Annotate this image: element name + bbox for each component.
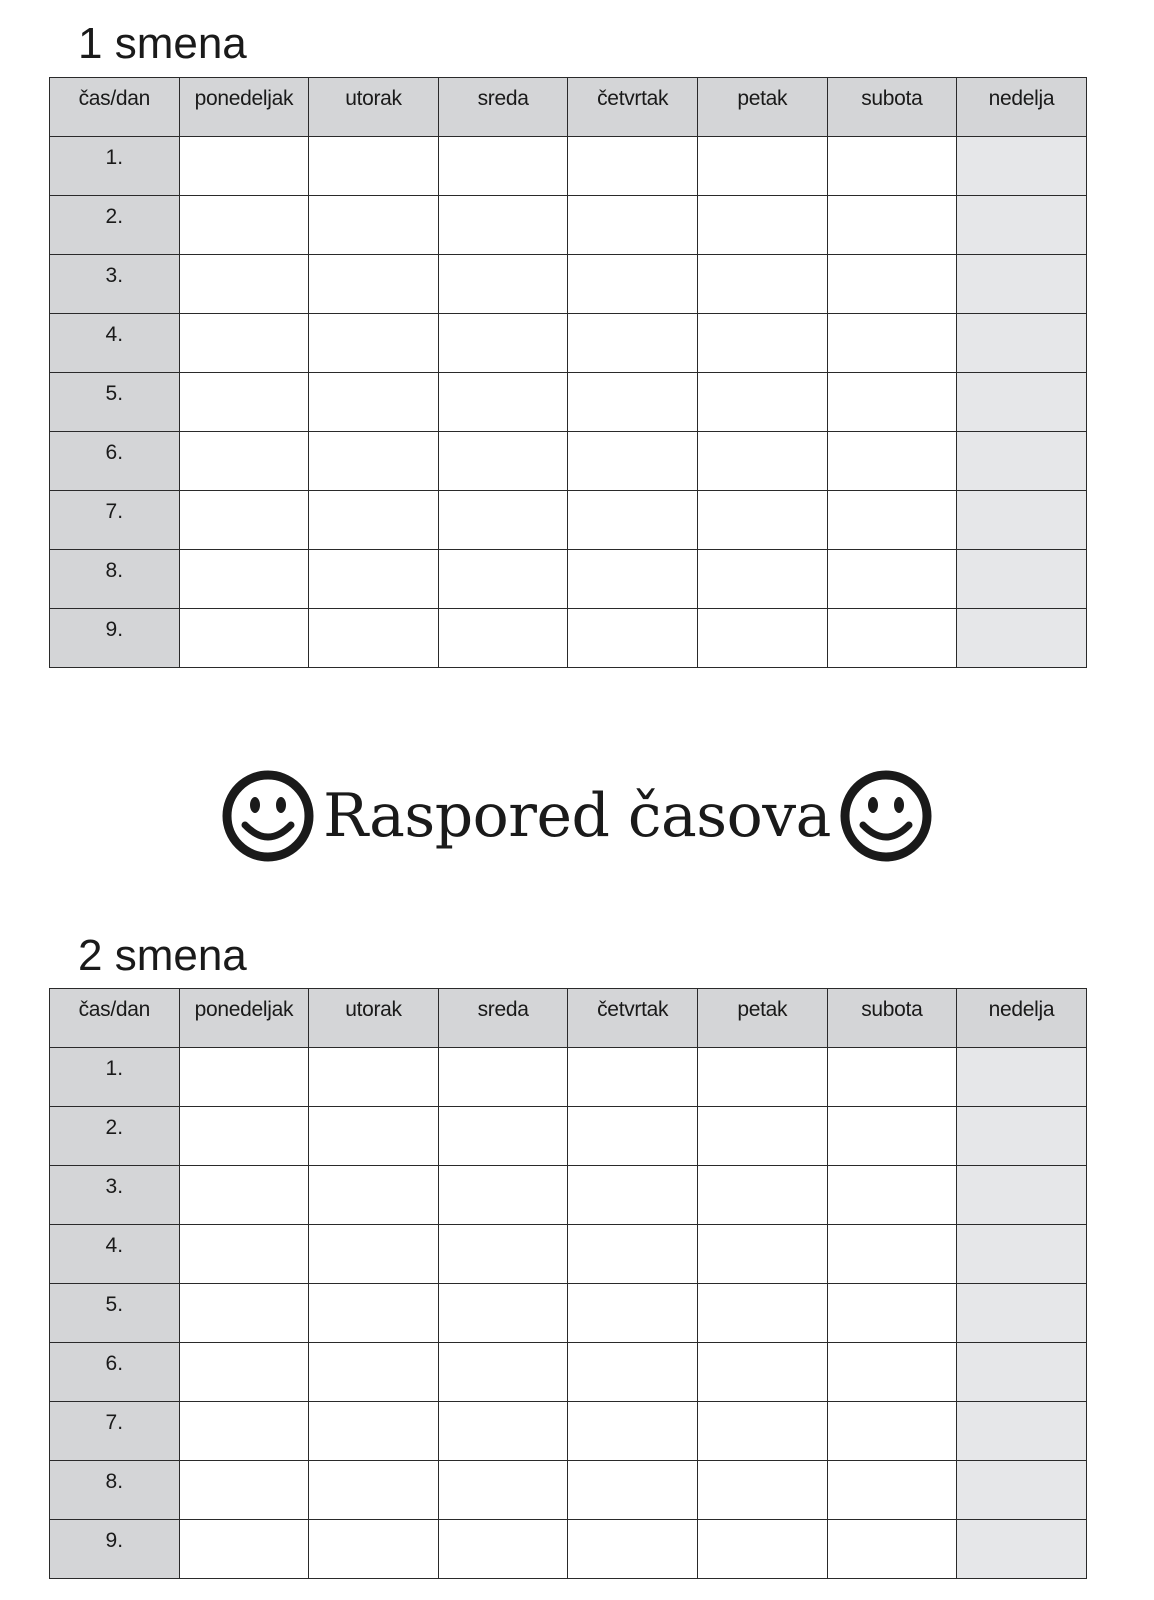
schedule-body xyxy=(50,137,1087,668)
header-row xyxy=(50,989,1087,1048)
page-title: Raspored časova xyxy=(323,781,831,851)
period-number: 1. xyxy=(50,137,180,196)
period-number: 3. xyxy=(50,255,180,314)
smiley-face-icon xyxy=(839,769,933,863)
schedule-cell-tuesday[interactable] xyxy=(309,255,439,314)
schedule-cell-monday[interactable] xyxy=(179,1166,309,1225)
header-cell-saturday: subota xyxy=(827,989,957,1048)
table-row xyxy=(50,1402,1087,1461)
schedule-cell-tuesday[interactable] xyxy=(309,550,439,609)
schedule-cell-wednesday[interactable] xyxy=(438,1107,568,1166)
schedule-cell-tuesday[interactable] xyxy=(309,1343,439,1402)
table-row xyxy=(50,609,1087,668)
schedule-cell-friday[interactable] xyxy=(697,1402,827,1461)
schedule-cell-sunday[interactable] xyxy=(957,1402,1087,1461)
schedule-cell-friday[interactable] xyxy=(697,1225,827,1284)
schedule-cell-saturday[interactable] xyxy=(827,196,957,255)
header-cell-friday: petak xyxy=(697,78,827,137)
schedule-cell-wednesday[interactable] xyxy=(438,550,568,609)
header-row xyxy=(50,78,1087,137)
schedule-cell-tuesday[interactable] xyxy=(309,1402,439,1461)
schedule-cell-monday[interactable] xyxy=(179,196,309,255)
table-row xyxy=(50,1048,1087,1107)
table-row xyxy=(50,1520,1087,1579)
schedule-cell-wednesday[interactable] xyxy=(438,1343,568,1402)
period-number: 4. xyxy=(50,314,180,373)
schedule-cell-wednesday[interactable] xyxy=(438,373,568,432)
period-number: 9. xyxy=(50,1520,180,1579)
schedule-cell-saturday[interactable] xyxy=(827,1225,957,1284)
schedule-cell-monday[interactable] xyxy=(179,609,309,668)
schedule-cell-wednesday[interactable] xyxy=(438,432,568,491)
schedule-cell-friday[interactable] xyxy=(697,432,827,491)
schedule-cell-saturday[interactable] xyxy=(827,373,957,432)
schedule-cell-monday[interactable] xyxy=(179,432,309,491)
schedule-cell-friday[interactable] xyxy=(697,137,827,196)
schedule-cell-wednesday[interactable] xyxy=(438,1166,568,1225)
header-cell-friday: petak xyxy=(697,989,827,1048)
smiley-face-icon xyxy=(221,769,315,863)
schedule-cell-sunday[interactable] xyxy=(957,491,1087,550)
schedule-cell-friday[interactable] xyxy=(697,373,827,432)
schedule-cell-monday[interactable] xyxy=(179,1461,309,1520)
schedule-cell-friday[interactable] xyxy=(697,1520,827,1579)
schedule-cell-tuesday[interactable] xyxy=(309,137,439,196)
schedule-cell-monday[interactable] xyxy=(179,550,309,609)
period-number: 7. xyxy=(50,1402,180,1461)
schedule-cell-friday[interactable] xyxy=(697,1461,827,1520)
period-number: 8. xyxy=(50,1461,180,1520)
schedule-cell-saturday[interactable] xyxy=(827,491,957,550)
schedule-table-shift-1 xyxy=(49,77,1087,668)
schedule-cell-sunday[interactable] xyxy=(957,373,1087,432)
period-number: 1. xyxy=(50,1048,180,1107)
schedule-cell-thursday[interactable] xyxy=(568,1225,698,1284)
table-row xyxy=(50,373,1087,432)
schedule-cell-saturday[interactable] xyxy=(827,1461,957,1520)
table-row xyxy=(50,314,1087,373)
schedule-cell-thursday[interactable] xyxy=(568,491,698,550)
header-cell-sunday: nedelja xyxy=(957,989,1087,1048)
schedule-cell-thursday[interactable] xyxy=(568,1107,698,1166)
schedule-cell-wednesday[interactable] xyxy=(438,255,568,314)
schedule-cell-saturday[interactable] xyxy=(827,1343,957,1402)
schedule-cell-saturday[interactable] xyxy=(827,1402,957,1461)
table-row xyxy=(50,491,1087,550)
schedule-cell-tuesday[interactable] xyxy=(309,609,439,668)
schedule-cell-friday[interactable] xyxy=(697,196,827,255)
schedule-cell-sunday[interactable] xyxy=(957,1107,1087,1166)
schedule-cell-thursday[interactable] xyxy=(568,1048,698,1107)
period-number: 9. xyxy=(50,609,180,668)
header-cell-sunday: nedelja xyxy=(957,78,1087,137)
schedule-cell-tuesday[interactable] xyxy=(309,1107,439,1166)
schedule-cell-tuesday[interactable] xyxy=(309,314,439,373)
shift-1-title: 1 smena xyxy=(78,19,247,68)
schedule-cell-thursday[interactable] xyxy=(568,1402,698,1461)
schedule-cell-monday[interactable] xyxy=(179,1402,309,1461)
schedule-cell-saturday[interactable] xyxy=(827,432,957,491)
header-cell-monday: ponedeljak xyxy=(179,78,309,137)
period-number: 2. xyxy=(50,196,180,255)
schedule-cell-wednesday[interactable] xyxy=(438,1284,568,1343)
schedule-cell-thursday[interactable] xyxy=(568,137,698,196)
schedule-cell-tuesday[interactable] xyxy=(309,1166,439,1225)
period-number: 3. xyxy=(50,1166,180,1225)
schedule-cell-tuesday[interactable] xyxy=(309,1225,439,1284)
schedule-cell-friday[interactable] xyxy=(697,1166,827,1225)
schedule-cell-sunday[interactable] xyxy=(957,1225,1087,1284)
header-cell-tuesday: utorak xyxy=(309,989,439,1048)
schedule-cell-sunday[interactable] xyxy=(957,1461,1087,1520)
schedule-cell-wednesday[interactable] xyxy=(438,196,568,255)
schedule-cell-wednesday[interactable] xyxy=(438,1461,568,1520)
period-number: 4. xyxy=(50,1225,180,1284)
schedule-cell-wednesday[interactable] xyxy=(438,1402,568,1461)
schedule-cell-sunday[interactable] xyxy=(957,137,1087,196)
schedule-cell-sunday[interactable] xyxy=(957,432,1087,491)
schedule-cell-saturday[interactable] xyxy=(827,314,957,373)
schedule-cell-tuesday[interactable] xyxy=(309,1048,439,1107)
schedule-cell-sunday[interactable] xyxy=(957,1343,1087,1402)
header-cell-saturday: subota xyxy=(827,78,957,137)
schedule-cell-thursday[interactable] xyxy=(568,196,698,255)
schedule-cell-tuesday[interactable] xyxy=(309,373,439,432)
schedule-cell-tuesday[interactable] xyxy=(309,432,439,491)
header-cell-period-day: čas/dan xyxy=(50,989,180,1048)
schedule-cell-monday[interactable] xyxy=(179,255,309,314)
schedule-cell-sunday[interactable] xyxy=(957,1048,1087,1107)
schedule-cell-tuesday[interactable] xyxy=(309,196,439,255)
schedule-cell-wednesday[interactable] xyxy=(438,314,568,373)
schedule-cell-sunday[interactable] xyxy=(957,609,1087,668)
schedule-table-shift-2 xyxy=(49,988,1087,1579)
schedule-cell-saturday[interactable] xyxy=(827,1107,957,1166)
header-cell-tuesday: utorak xyxy=(309,78,439,137)
schedule-cell-thursday[interactable] xyxy=(568,1284,698,1343)
schedule-body xyxy=(50,1048,1087,1579)
table-row xyxy=(50,137,1087,196)
table-row xyxy=(50,1166,1087,1225)
schedule-cell-thursday[interactable] xyxy=(568,1520,698,1579)
header-cell-thursday: četvrtak xyxy=(568,989,698,1048)
schedule-cell-thursday[interactable] xyxy=(568,255,698,314)
schedule-cell-saturday[interactable] xyxy=(827,1520,957,1579)
schedule-cell-thursday[interactable] xyxy=(568,1166,698,1225)
period-number: 5. xyxy=(50,373,180,432)
header-cell-monday: ponedeljak xyxy=(179,989,309,1048)
schedule-cell-sunday[interactable] xyxy=(957,1166,1087,1225)
schedule-cell-friday[interactable] xyxy=(697,550,827,609)
schedule-cell-monday[interactable] xyxy=(179,1107,309,1166)
schedule-cell-friday[interactable] xyxy=(697,1107,827,1166)
table-row xyxy=(50,1284,1087,1343)
schedule-cell-sunday[interactable] xyxy=(957,196,1087,255)
schedule-cell-wednesday[interactable] xyxy=(438,137,568,196)
schedule-cell-sunday[interactable] xyxy=(957,1284,1087,1343)
schedule-cell-friday[interactable] xyxy=(697,609,827,668)
schedule-cell-saturday[interactable] xyxy=(827,137,957,196)
header-cell-wednesday: sreda xyxy=(438,989,568,1048)
schedule-cell-monday[interactable] xyxy=(179,491,309,550)
header-cell-period-day: čas/dan xyxy=(50,78,180,137)
schedule-cell-monday[interactable] xyxy=(179,1225,309,1284)
schedule-cell-sunday[interactable] xyxy=(957,1520,1087,1579)
table-row xyxy=(50,1461,1087,1520)
shift-2-title: 2 smena xyxy=(78,931,247,980)
table-row xyxy=(50,255,1087,314)
period-number: 6. xyxy=(50,432,180,491)
schedule-cell-friday[interactable] xyxy=(697,491,827,550)
schedule-cell-tuesday[interactable] xyxy=(309,1520,439,1579)
table-row xyxy=(50,432,1087,491)
schedule-cell-saturday[interactable] xyxy=(827,1284,957,1343)
period-number: 6. xyxy=(50,1343,180,1402)
schedule-cell-monday[interactable] xyxy=(179,137,309,196)
period-number: 8. xyxy=(50,550,180,609)
schedule-cell-friday[interactable] xyxy=(697,314,827,373)
schedule-cell-tuesday[interactable] xyxy=(309,1284,439,1343)
schedule-cell-friday[interactable] xyxy=(697,1048,827,1107)
schedule-cell-monday[interactable] xyxy=(179,1048,309,1107)
schedule-cell-saturday[interactable] xyxy=(827,1166,957,1225)
schedule-cell-sunday[interactable] xyxy=(957,550,1087,609)
schedule-cell-monday[interactable] xyxy=(179,1520,309,1579)
schedule-cell-thursday[interactable] xyxy=(568,550,698,609)
schedule-cell-monday[interactable] xyxy=(179,373,309,432)
header-cell-thursday: četvrtak xyxy=(568,78,698,137)
schedule-cell-friday[interactable] xyxy=(697,1343,827,1402)
schedule-cell-wednesday[interactable] xyxy=(438,1520,568,1579)
schedule-cell-thursday[interactable] xyxy=(568,609,698,668)
schedule-cell-thursday[interactable] xyxy=(568,1343,698,1402)
header-cell-wednesday: sreda xyxy=(438,78,568,137)
table-row xyxy=(50,1225,1087,1284)
table-row xyxy=(50,1107,1087,1166)
schedule-cell-monday[interactable] xyxy=(179,1284,309,1343)
schedule-cell-tuesday[interactable] xyxy=(309,491,439,550)
schedule-cell-thursday[interactable] xyxy=(568,1461,698,1520)
schedule-cell-friday[interactable] xyxy=(697,255,827,314)
schedule-cell-sunday[interactable] xyxy=(957,255,1087,314)
table-row xyxy=(50,196,1087,255)
schedule-cell-thursday[interactable] xyxy=(568,314,698,373)
table-row xyxy=(50,550,1087,609)
schedule-cell-thursday[interactable] xyxy=(568,432,698,491)
schedule-cell-saturday[interactable] xyxy=(827,255,957,314)
schedule-cell-wednesday[interactable] xyxy=(438,1048,568,1107)
schedule-cell-tuesday[interactable] xyxy=(309,1461,439,1520)
schedule-cell-wednesday[interactable] xyxy=(438,491,568,550)
period-number: 2. xyxy=(50,1107,180,1166)
schedule-cell-friday[interactable] xyxy=(697,1284,827,1343)
schedule-cell-wednesday[interactable] xyxy=(438,609,568,668)
schedule-cell-saturday[interactable] xyxy=(827,1048,957,1107)
period-number: 7. xyxy=(50,491,180,550)
schedule-cell-sunday[interactable] xyxy=(957,314,1087,373)
schedule-cell-saturday[interactable] xyxy=(827,609,957,668)
period-number: 5. xyxy=(50,1284,180,1343)
schedule-cell-monday[interactable] xyxy=(179,314,309,373)
schedule-cell-saturday[interactable] xyxy=(827,550,957,609)
title-banner xyxy=(0,768,1154,864)
schedule-cell-wednesday[interactable] xyxy=(438,1225,568,1284)
table-row xyxy=(50,1343,1087,1402)
schedule-cell-monday[interactable] xyxy=(179,1343,309,1402)
schedule-cell-thursday[interactable] xyxy=(568,373,698,432)
